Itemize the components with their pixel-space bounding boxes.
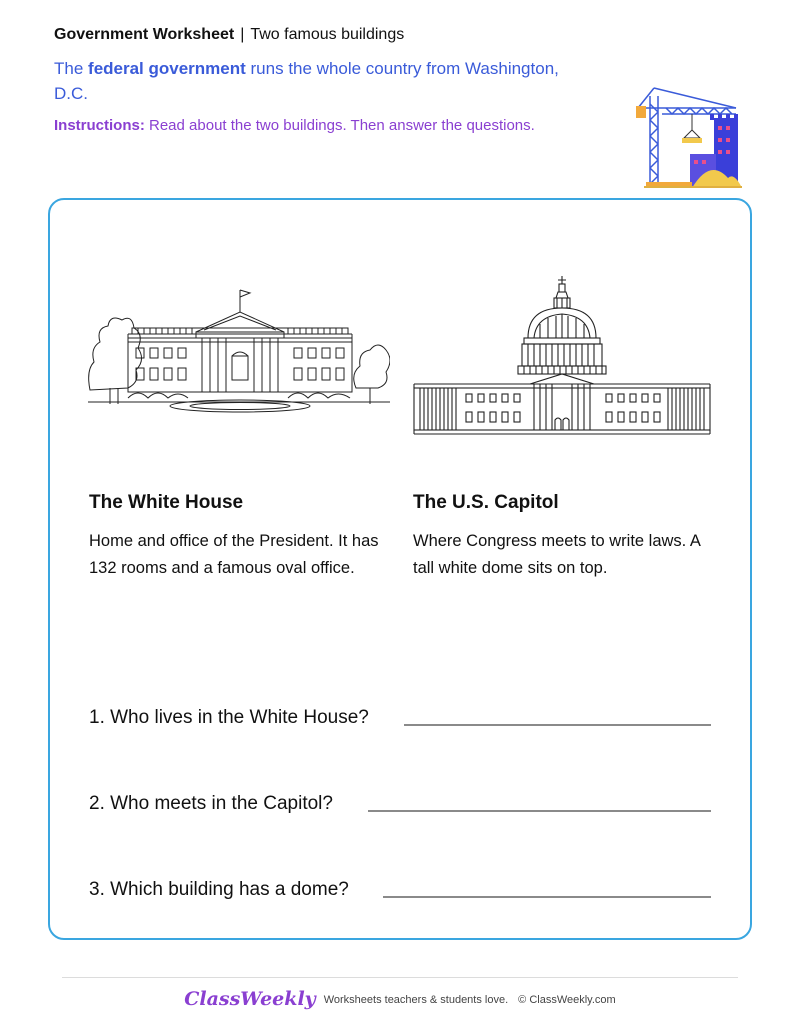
question-1: 1. Who lives in the White House?	[89, 707, 369, 728]
intro-text	[54, 56, 594, 106]
footer	[0, 988, 800, 1010]
worksheet-subject: Government Worksheet	[54, 26, 235, 43]
capitol-description: Where Congress meets to write laws. A tall white dome sits on top.	[413, 532, 701, 577]
capitol-title: The U.S. Capitol	[413, 492, 559, 513]
footer-tagline: Worksheets teachers & students love.	[323, 994, 509, 1006]
intro-post: runs the whole country from Washington, D.C.	[54, 59, 559, 103]
question-3: 3. Which building has a dome?	[89, 879, 349, 900]
answer-line-3[interactable]	[383, 896, 711, 898]
worksheet-header	[54, 26, 404, 44]
footer-divider	[62, 977, 738, 978]
white-house-illustration	[88, 270, 390, 416]
header-separator: |	[240, 26, 245, 43]
classweekly-logo: ClassWeekly	[184, 988, 316, 1010]
instructions-label: Instructions:	[54, 117, 145, 134]
intro-pre: The	[54, 59, 89, 78]
answer-line-2[interactable]	[368, 810, 711, 812]
worksheet-topic: Two famous buildings	[250, 26, 405, 43]
instructions	[54, 117, 535, 134]
construction-crane-icon	[632, 86, 744, 190]
footer-copyright: © ClassWeekly.com	[518, 994, 616, 1006]
white-house-title: The White House	[89, 492, 244, 513]
white-house-description: Home and office of the President. It has 132 rooms and a famous oval office.	[89, 532, 379, 577]
answer-line-1[interactable]	[404, 724, 711, 726]
question-2: 2. Who meets in the Capitol?	[89, 793, 333, 814]
intro-bold-term: federal government	[88, 59, 246, 78]
us-capitol-illustration	[412, 272, 712, 438]
instructions-text: Read about the two buildings. Then answer the questions.	[144, 117, 535, 134]
